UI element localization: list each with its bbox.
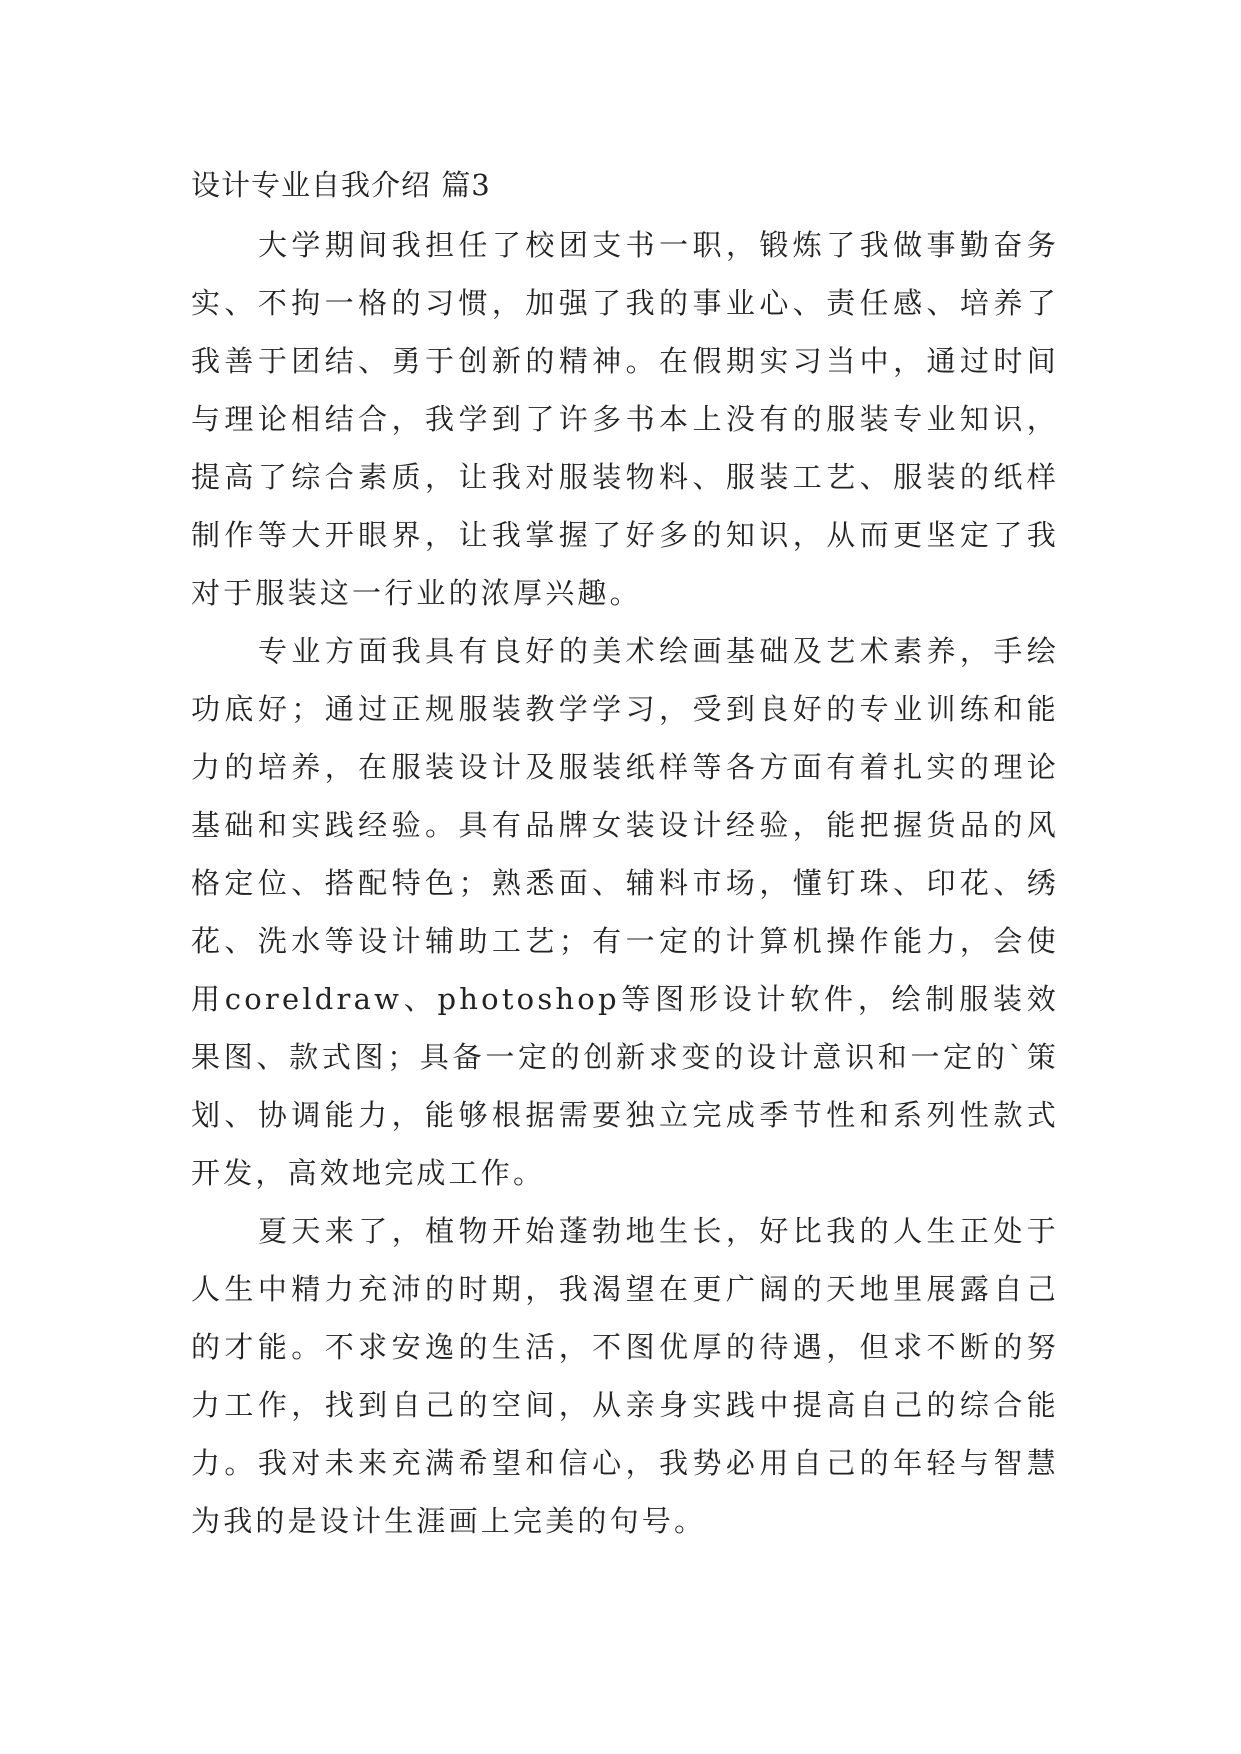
paragraph-1: 大学期间我担任了校团支书一职，锻炼了我做事勤奋务实、不拘一格的习惯，加强了我的事业心、责任感、培养了我善于团结、勇于创新的精神。在假期实习当中，通过时间与理论相结合，我学到了许多书本上没有的服装专业知识，提高了综合素质，让我对服装物料、服装工艺、服装的纸样制作等大开眼界，让我掌握了好多的知识，从而更坚定了我对于服装这一行业的浓厚兴趣。 [191, 228, 1059, 610]
paragraph-3: 夏天来了，植物开始蓬勃地生长，好比我的人生正处于人生中精力充沛的时期，我渴望在更广阔的天地里展露自己的才能。不求安逸的生活，不图优厚的待遇，但求不断的努力工作，找到自己的空间，从亲身实践中提高自己的综合能力。我对未来充满希望和信心，我势必用自己的年轻与智慧为我的是设计生涯画上完美的句号。 [191, 1214, 1059, 1538]
paragraph-2: 专业方面我具有良好的美术绘画基础及艺术素养，手绘功底好；通过正规服装教学学习，受到良好的专业训练和能力的培养，在服装设计及服装纸样等各方面有着扎实的理论基础和实践经验。具有品牌女装设计经验，能把握货品的风格定位、搭配特色；熟悉面、辅料市场，懂钉珠、印花、绣花、洗水等设计辅助工艺；有一定的计算机操作能力，会使用coreldraw、photoshop等图形设计软件，绘制服装效果图、款式图；具备一定的创新求变的设计意识和一定的`策划、协调能力，能够根据需要独立完成季节性和系列性款式开发，高效地完成工作。 [191, 634, 1059, 1190]
document-title: 设计专业自我介绍 篇3 [191, 168, 491, 202]
